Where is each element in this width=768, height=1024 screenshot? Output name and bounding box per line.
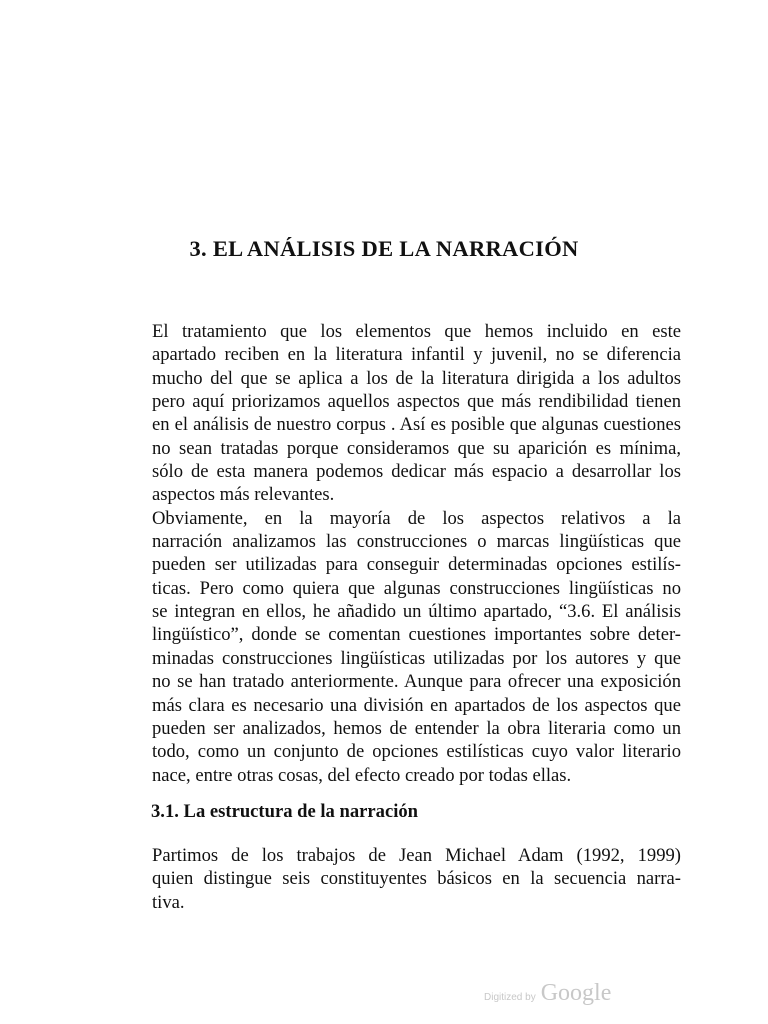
text-line: todo, como un conjunto de opciones estilísticas cuyo valor literario bbox=[152, 741, 681, 763]
text-line: lingüístico”, donde se comentan cuestiones importantes sobre deter- bbox=[152, 624, 681, 646]
text-line: en el análisis de nuestro corpus . Así es posible que algunas cuestiones bbox=[152, 414, 681, 436]
text-line: narración analizamos las construcciones o marcas lingüísticas que bbox=[152, 531, 681, 553]
section-text-block bbox=[95, 844, 681, 914]
section-heading: 3.1. La estructura de la narración bbox=[151, 801, 418, 822]
text-line: quien distingue seis constituyentes básicos en la secuencia narra- bbox=[152, 868, 681, 890]
paragraph-3 bbox=[95, 844, 681, 914]
text-line: Obviamente, en la mayoría de los aspectos relativos a la bbox=[152, 507, 681, 529]
text-line: sólo de esta manera podemos dedicar más espacio a desarrollar los bbox=[152, 461, 681, 483]
text-line: no se han tratado anteriormente. Aunque para ofrecer una exposición bbox=[152, 671, 681, 693]
text-line: apartado reciben en la literatura infantil y juvenil, no se diferencia bbox=[152, 344, 681, 366]
text-line: El tratamiento que los elementos que hemos incluido en este bbox=[152, 321, 681, 342]
intro-text-block bbox=[95, 320, 681, 787]
paragraph-2 bbox=[95, 507, 681, 787]
text-line: no sean tratadas porque consideramos que su aparición es mínima, bbox=[152, 437, 681, 459]
google-logo: Google bbox=[540, 980, 612, 1006]
text-line: minadas construcciones lingüísticas utilizadas por los autores y que bbox=[152, 647, 681, 669]
text-line: pero aquí priorizamos aquellos aspectos que más rendibilidad tienen bbox=[152, 391, 681, 413]
text-line: se integran en ellos, he añadido un último apartado, “3.6. El análisis bbox=[152, 601, 681, 623]
chapter-title: 3. EL ANÁLISIS DE LA NARRACIÓN bbox=[189, 236, 579, 261]
text-line: pueden ser analizados, hemos de entender la obra literaria como un bbox=[152, 717, 681, 739]
text-line: tiva. bbox=[152, 891, 185, 913]
text-line: más clara es necesario una división en apartados de los aspectos que bbox=[152, 694, 681, 716]
text-line: mucho del que se aplica a los de la literatura dirigida a los adultos bbox=[152, 367, 681, 389]
text-line: ticas. Pero como quiera que algunas construcciones lingüísticas no bbox=[152, 577, 681, 599]
text-line: Partimos de los trabajos de Jean Michael Adam (1992, 1999) bbox=[152, 845, 681, 866]
digitized-watermark bbox=[484, 980, 611, 1007]
text-line: aspectos más relevantes. bbox=[152, 484, 335, 506]
text-line: nace, entre otras cosas, del efecto creado por todas ellas. bbox=[152, 764, 572, 786]
watermark-prefix: Digitized by bbox=[484, 992, 536, 1003]
text-line: pueden ser utilizadas para conseguir determinadas opciones estilís- bbox=[152, 554, 681, 576]
paragraph-1 bbox=[95, 320, 681, 507]
